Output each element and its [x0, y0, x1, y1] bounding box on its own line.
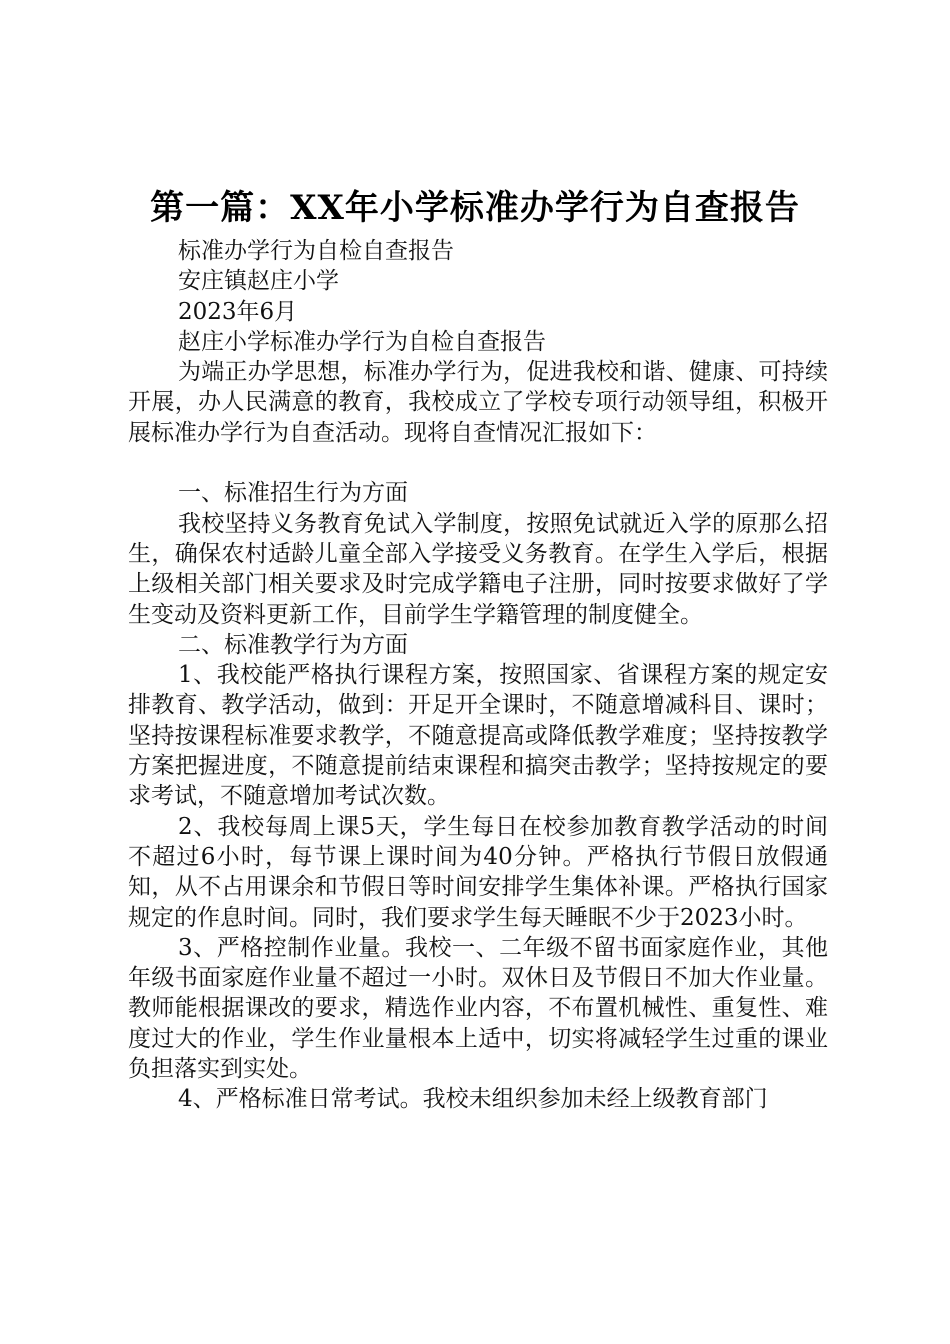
body-paragraph: 1、我校能严格执行课程方案，按照国家、省课程方案的规定安排教育、教学活动，做到：开足开全课时，不随意增减科目、课时；坚持按课程标准要求教学，不随意提高或降低教学难度；坚持按教学方案把握进度，不随意提前结束课程和搞突击教学；坚持按规定的要求考试，不随意增加考试次数。 [128, 662, 828, 810]
school-name: 安庄镇赵庄小学 [178, 268, 339, 295]
intro-paragraph: 为端正办学思想，标准办学行为，促进我校和谐、健康、可持续开展，办人民满意的教育，我校成立了学校专项行动领导组，积极开展标准办学行为自查活动。现将自查情况汇报如下： [128, 359, 828, 446]
blank-line [128, 448, 828, 478]
body-paragraph: 4、严格标准日常考试。我校未组织参加未经上级教育部门 [178, 1086, 768, 1113]
section-heading: 一、标准招生行为方面 [178, 480, 408, 507]
body-paragraph: 我校坚持义务教育免试入学制度，按照免试就近入学的原那么招生，确保农村适龄儿童全部入学接受义务教育。在学生入学后，根据上级相关部门相关要求及时完成学籍电子注册，同时按要求做好了学生变动及资料更新工作，目前学生学籍管理的制度健全。 [128, 510, 828, 628]
report-heading: 标准办学行为自检自查报告 [178, 238, 454, 264]
document-title: 第一篇：XX年小学标准办学行为自查报告 [150, 188, 800, 228]
body-paragraph: 2、我校每周上课5天，学生每日在校参加教育教学活动的时间不超过6小时，每节课上课时间为40分钟。严格执行节假日放假通知，从不占用课余和节假日等时间安排学生集体补课。严格执行国家规定的作息时间。同时，我们要求学生每天睡眠不少于2023小时。 [128, 813, 828, 931]
report-subtitle: 赵庄小学标准办学行为自检自查报告 [178, 328, 546, 355]
body-paragraph: 3、严格控制作业量。我校一、二年级不留书面家庭作业，其他年级书面家庭作业量不超过一小时。双休日及节假日不加大作业量。教师能根据课改的要求，精选作业内容，不布置机械性、重复性、难度过大的作业，学生作业量根本上适中，切实将减轻学生过重的课业负担落实到实处。 [128, 934, 828, 1083]
report-date: 2023年6月 [178, 298, 298, 325]
document-body [128, 236, 828, 1115]
section-heading: 二、标准教学行为方面 [178, 631, 408, 658]
